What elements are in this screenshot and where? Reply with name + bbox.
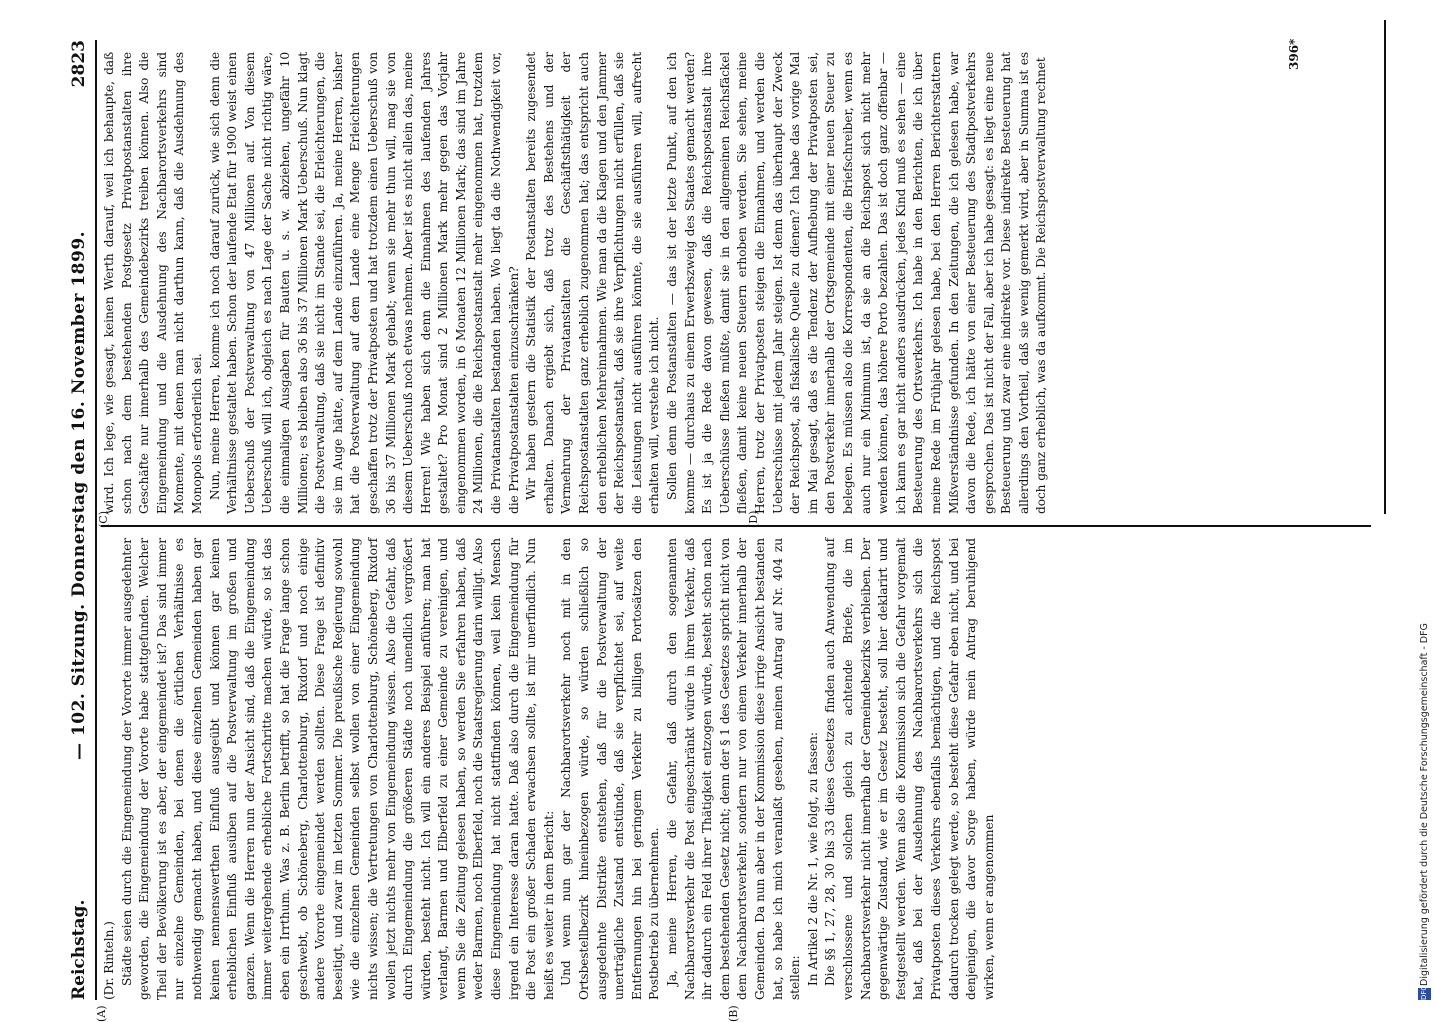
margin-marker-a: (A) <box>95 1005 108 1022</box>
page-number: 2823 <box>69 40 89 88</box>
motion-intro: In Artikel 2 die Nr. 1, wie folgt, zu fassen: <box>805 732 820 986</box>
paragraph: Nun, meine Herren, komme ich noch darauf zurück, wie sich denn die Verhältnisse gestaltet haben. Schon der laufende Etat für 1900 weist einen Ueberschuß der Postverwaltung von 47 Millionen auf. Von diesem Ueberschuß will ich, obgleich es nach Lage der Sache nicht richtig wäre, die einmaligen Ausgaben für Bauten u. s. w. abziehen, ungefähr 10 Millionen; es bleiben also 36 bis 37 Millionen Mark Ueberschuß. Nun klagt die Postverwaltung, daß sie nicht im Stande sei, die Erleichterungen, die sie im Auge hätte, auf dem Lande einzuführen. Ja, meine Herren, bisher hat die Postverwaltung auf dem Lande eine Menge Erleichterungen geschaffen trotz der Privatposten und hat trotzdem einen Ueberschuß von 36 bis 37 Millionen Mark gehabt; wenn sie mehr thun will, mag sie von diesem Ueberschuß noch etwas nehmen. Aber ist es nicht allein das, meine Herren! Wie haben sich denn die Einnahmen des laufenden Jahres gestaltet? Pro Monat sind 2 Millionen Mark mehr gegen das Vorjahr eingenommen worden, in 6 Monaten 12 Millionen Mark; das sind im Jahre 24 Millionen, die die Reichspostanstalt mehr eingenommen hat, trotzdem die Privatanstalten bestanden haben. Wo liegt da die Nothwendigkeit vor, die Privatpostanstalten einzuschränken? <box>207 52 521 514</box>
header-title: Reichstag. <box>69 899 89 1000</box>
scan-edge-rule <box>1384 20 1386 514</box>
document-page <box>67 38 1382 1022</box>
paragraph: Städte seien durch die Eingemeindung der Vororte immer ausgedehnter geworden, die Eingemeindung der Vororte habe stattgefunden. Welcher Theil der Bevölkerung ist es aber, der eingemeindet ist? Das sind immer nur einzelne Gemeinden, bei denen die örtlichen Verhältnisse es nothwendig gemacht haben, und diese einzelnen Gemeinden haben gar keinen nennenswerthen Einfluß ausgeübt und können gar keinen erheblichen Einfluß ausüben auf die Postverwaltung im großen und ganzen. Wenn die Herren nun der Ansicht sind, daß die Eingemeindung immer weitergehende erhebliche Fortschritte machen würde, so ist das eben ein Irrthum. Was z. B. Berlin betrifft, so hat die Frage lange schon geschwebt, ob Schöneberg, Charlottenburg, Rixdorf und noch einige andere Vororte eingemeindet werden sollten. Diese Frage ist definitiv beseitigt, und zwar im letzten Sommer. Die preußische Regierung sowohl wie die einzelnen Gemeinden selbst wollen von einer Eingemeindung nichts wissen; die Vertretungen von Charlottenburg, Schöneberg, Rixdorf wollen jetzt nichts mehr von Eingemeindung wissen. Also die Gefahr, daß durch Eingemeindung die größeren Städte noch unendlich vergrößert würden, besteht nicht. Ich will ein anderes Beispiel anführen; man hat verlangt, Barmen und Elberfeld zu einer Gemeinde zu vereinigen, und wenn Sie die Zeitung gelesen haben, so werden Sie erfahren haben, daß weder Barmen, noch Elberfeld, noch die Staatsregierung darin willigt. Also diese Eingemeindung hat nicht stattfinden können, weil kein Mensch irgend ein Interesse daran hatte. Daß also durch die Eingemeindung für die Post ein großer Schaden erwachsen sollte, ist mir unerfindlich. Nun heißt es weiter in dem Bericht: <box>119 538 556 1000</box>
page-header <box>67 40 95 1000</box>
signature-mark: 396* <box>1287 38 1301 70</box>
credit-text: Digitalisierung gefördert durch die Deutsche Forschungsgemeinschaft - DFG <box>1419 623 1430 986</box>
paragraph: wird. Ich lege, wie gesagt, keinen Werth darauf, weil ich behaupte, daß schon nach dem bestehenden Postgesetz Privatpostanstalten ihre Geschäfte nur innerhalb des Gemeindebezirks treiben können. Also die Eingemeindung und die Ausdehnung des Nachbarortsverkehrs sind Momente, mit denen man nicht darthun kann, daß die Ausdehnung des Monopols erforderlich sei. <box>102 52 204 514</box>
left-column <box>101 538 1371 1000</box>
margin-marker-d: (D) <box>747 510 760 528</box>
paragraph: Wir haben gestern die Statistik der Postanstalten bereits zugesendet erhalten. Danach ergiebt sich, daß trotz des Bestehens und der Vermehrung der Privatanstalten die Geschäftsthätigkeit der Reichspostanstalten ganz erheblich zugenommen hat; das entspricht auch den erheblichen Mehreinnahmen. Wie man da die Klagen und den Jammer der Reichspostanstalt, daß sie ihre Verpflichtungen nicht erfüllen, daß sie die Leistungen nicht ausführen könnte, die sie ausführen will, aufrecht erhalten will, verstehe ich nicht. <box>524 52 662 514</box>
column-divider <box>101 525 1371 527</box>
margin-marker-c: (C) <box>97 511 110 528</box>
motion-text: Die §§ 1, 27, 28, 30 bis 33 dieses Gesetzes finden auch Anwendung auf verschlossene und solchen gleich zu achtende Briefe, die im Nachbarortsverkehr nicht innerhalb der Gemeindebezirks verbleiben. Der gegenwärtige Zustand, wie er im Gesetz besteht, soll hier deklarirt und festgestellt werden. Wenn also die Kommission sich die Gefahr vorgemalt hat, daß bei der Ausdehnung des Nachbarortsverkehrs sich die Privatposten dieses Verkehrs ebenfalls bemächtigen, und die Reichspost dadurch trocken gelegt werde, so besteht diese Gefahr eben nicht, und bei denjenigen, die davor Sorge haben, würde mein Antrag beruhigend wirken, wenn er angenommen <box>823 538 996 1000</box>
paragraph: Ja, meine Herren, die Gefahr, daß durch den sogenannten Nachbarortsverkehr die Post eingeschränkt würde in ihrem Verkehr, daß ihr dadurch ein Feld ihrer Thätigkeit entzogen würde, besteht schon nach dem bestehenden Gesetz nicht; denn der § 1 des Gesetzes spricht nicht von dem Nachbarortsverkehr, sondern nur von einem Verkehr innerhalb der Gemeinden. Da nun aber in der Kommission diese irrige Ansicht bestanden hat, so habe ich mich veranlaßt gesehen, meinen Antrag auf Nr. 404 zu stellen: <box>665 538 803 1000</box>
header-session-date: — 102. Sitzung. Donnerstag den 16. November 1899. <box>69 230 89 760</box>
quoted-paragraph: Und wenn nun gar der Nachbarortsverkehr noch mit in den Ortsbestellbezirk hineinbezogen würde, so würden schließlich so ausgedehnte Distrikte entstehen, daß für die Postverwaltung der unerträgliche Zustand entstünde, daß sie verpflichtet sei, auf weite Entfernungen hin bei geringem Verkehr zu billigen Portosätzen den Postbetrieb zu übernehmen. <box>559 538 662 1000</box>
dfg-logo-icon: DFG <box>1418 988 1431 1000</box>
speaker-label: (Dr. Rinteln.) <box>102 921 116 1000</box>
right-column <box>101 52 1371 514</box>
margin-marker-b: (B) <box>727 1005 740 1022</box>
paragraph: Sollen denn die Postanstalten — das ist der letzte Punkt, auf den ich komme — durchaus zu einem Erwerbszweig des Staates gemacht werden? Es ist ja die Rede davon gewesen, daß die Reichspostanstalt ihre Ueberschüsse fließen müßte, damit sie in den allgemeinen Reichsfäckel fließen, damit keine neuen Steuern erhoben werden. Sie sehen, meine Herren, trotz der Privatposten steigen die Einnahmen, und werden die Ueberschüsse mit jedem Jahr steigen. Ist denn das überhaupt der Zweck der Reichspost, als fiskalische Quelle zu dienen? Ich habe das vorige Mal im Mai gesagt, daß es die Tendenz der Aufhebung der Privatposten sei, den Postverkehr innerhalb der Ortsgemeinde mit einer neuen Steuer zu belegen. Es müssen also die Korrespondenten, die Briefschreiber, wenn es auch nur ein Minimum ist, da sie an die Reichspost sich nicht mehr wenden können, das höhere Porto bezahlen. Das ist doch ganz offenbar — ich kann es gar nicht anders ausdrücken, jedes Kind muß es sehen — eine Besteuerung des Ortsverkehrs. Ich habe in den Berichten, die ich über meine Rede im Frühjahr gelesen habe, bei den Herren Berichterstattern Mißverständnisse gefunden. In den Zeitungen, die ich gelesen habe, war davon die Rede, ich hätte von einer Besteuerung des Stadtpostverkehrs gesprochen. Das ist nicht der Fall, aber ich habe gesagt: es liegt eine neue Besteuerung und zwar eine indirekte vor. Diese indirekte Besteuerung hat allerdings den Vortheil, daß sie wenig gemerkt wird, aber in Summa ist es doch ganz erheblich, was da aufkommt. Die Reichspostverwaltung rechnet <box>665 52 1049 514</box>
digitisation-credit <box>1418 0 1432 1000</box>
